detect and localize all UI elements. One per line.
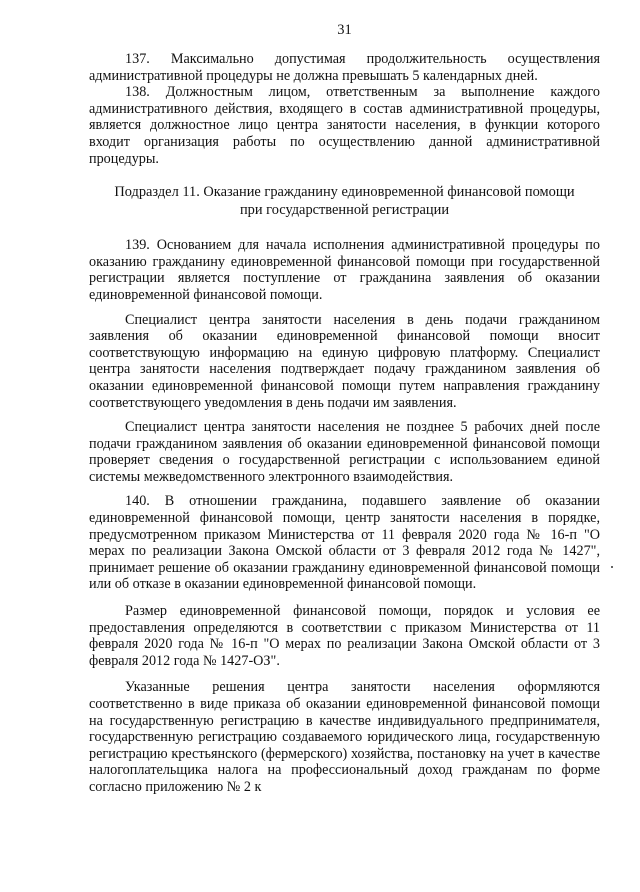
paragraph-139: 139. Основанием для начала исполнения административной процедуры по оказанию гражданину единовременной финансовой помощи при государственной регистрации является поступление от гражданина заявления об оказании единовременной финансовой помощи.	[89, 237, 600, 303]
paragraph-140: 140. В отношении гражданина, подавшего заявление об оказании единовременной финансовой помощи, центр занятости населения в порядке, предусмотренном приказом Министерства от 11 февраля 2020 года № 16-п "О мерах по реализации Закона Омской области от 3 февраля 2012 года № 1427", принимает решение об оказании гражданину единовременной финансовой помощи или об отказе в оказании единовременной финансовой помощи.	[89, 493, 600, 593]
page-number: 31	[337, 22, 352, 38]
paragraph-139-specialist-check: Специалист центра занятости населения не позднее 5 рабочих дней после подачи гражданином заявления об оказании единовременной финансовой помощи проверяет сведения о государственной регистрации с использованием единой системы межведомственного электронного взаимодействия.	[89, 419, 600, 485]
section-heading: Подраздел 11. Оказание гражданину единовременной финансовой помощи при государственной регистрации	[114, 184, 575, 219]
scan-speck	[611, 566, 613, 568]
paragraph-140-amount: Размер единовременной финансовой помощи, порядок и условия ее предоставления определяются в соответствии с приказом Министерства от 11 февраля 2020 года № 16-п "О мерах по реализации Закона Омской области от 3 февраля 2012 года № 1427-ОЗ".	[89, 603, 600, 669]
paragraph-137: 137. Максимально допустимая продолжительность осуществления административной процедуры не должна превышать 5 календарных дней.	[89, 51, 600, 84]
paragraph-139-specialist-day: Специалист центра занятости населения в день подачи гражданином заявления об оказании единовременной финансовой помощи вносит соответствующую информацию на единую цифровую платформу. Специалист центра занятости населения подтверждает подачу гражданином заявления об оказании единовременной финансовой помощи путем направления гражданину соответствующего уведомления в день подачи им заявления.	[89, 311, 600, 411]
paragraph-138: 138. Должностным лицом, ответственным за выполнение каждого административного действия, входящего в состав административной процедуры, является должностное лицо центра занятости населения, в функции которого входит организация работы по осуществлению данной административной процедуры.	[89, 84, 600, 167]
paragraph-140-decisions: Указанные решения центра занятости населения оформляются соответственно в виде приказа об оказании единовременной финансовой помощи на государственную регистрацию в качестве индивидуального предпринимателя, государственную регистрацию создаваемого юридического лица, государственную регистрацию крестьянского (фермерского) хозяйства, постановку на учет в качестве налогоплательщика налога на профессиональный доход гражданам по форме согласно приложению № 2 к	[89, 679, 600, 795]
